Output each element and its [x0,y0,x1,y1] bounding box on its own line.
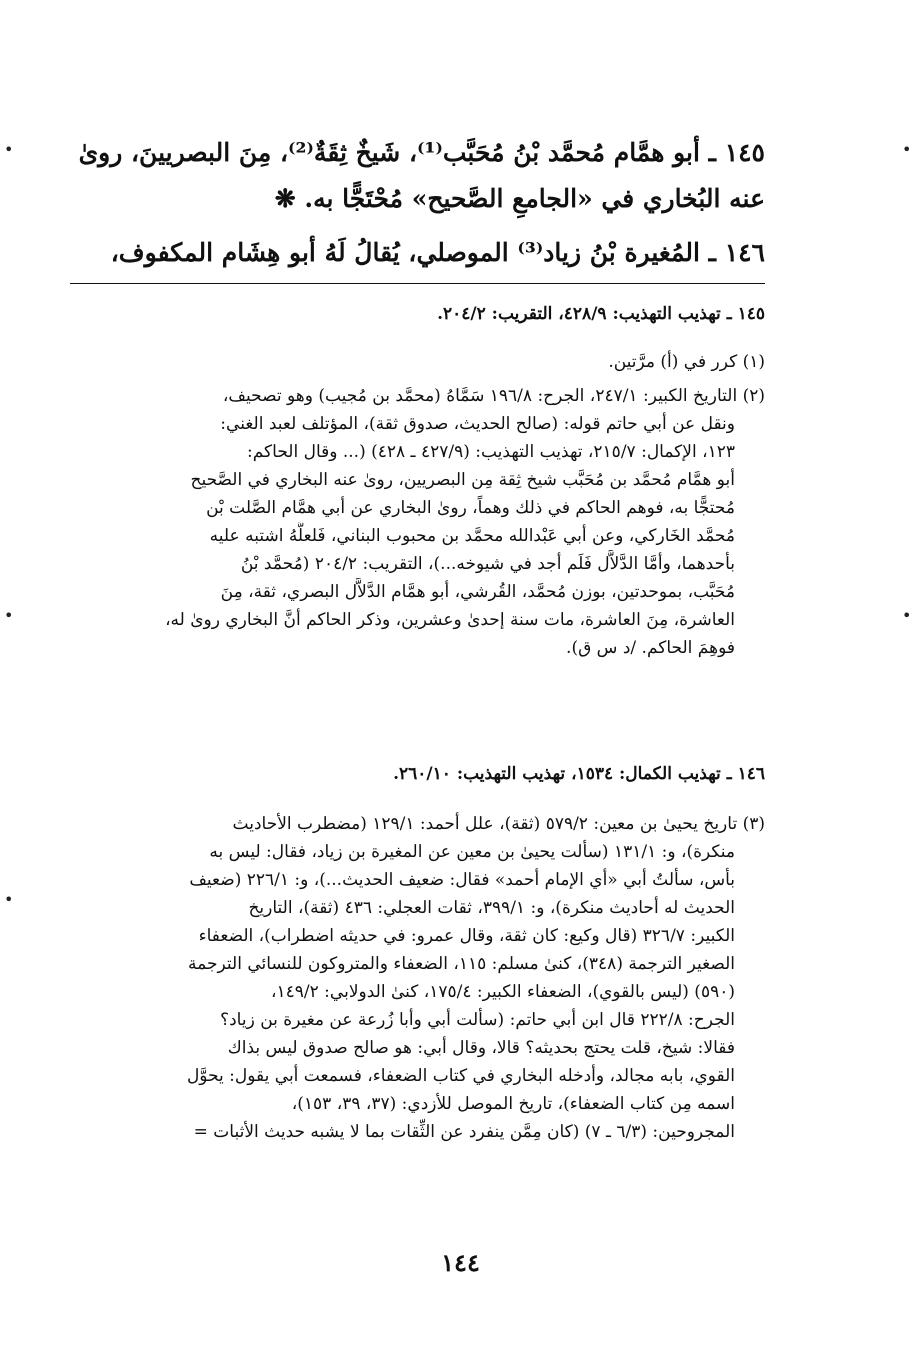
reference-146-text: ١٤٦ ـ تهذيب الكمال: ١٥٣٤، تهذيب التهذيب: ٢٦٠/١٠. [393,764,765,784]
footnote-2-line: (٢) التاريخ الكبير: ٢٤٧/١، الجرح: ١٩٦/٨ سَمَّاهُ (محمَّد بن مُجيب) وهو تصحيف، [222,386,765,406]
footnote-2-line: فوهِمَ الحاكم. /د س ق). [566,638,735,658]
reference-145 [70,300,765,328]
footnote-2-line: مُحتجًّا به، فوهم الحاكم في ذلك وهماً، روىٰ البخاري عن أبي همَّام الصَّلت بْن [206,498,735,518]
footnote-3-line: الجرح: ٢٢٢/٨ قال ابن أبي حاتم: (سألت أبي وأبا زُرعة عن مغيرة بن زياد؟ [220,1010,735,1030]
footnote-3 [70,810,765,1146]
footnote-2-line: مُحَبَّب، بموحدتين، بوزن مُحمَّد، القُرشي، أبو همَّام الدَّلاَّل البصري، ثقة، مِنَ [220,582,735,602]
reference-145-text: ١٤٥ ـ تهذيب التهذيب: ٤٢٨/٩، التقريب: ٢٠٤/٢. [437,304,765,324]
footnote-2 [70,382,765,662]
footnote-3-line: منكرة)، و: ١٣١/١ (سألت يحيىٰ بن معين عن المغيرة بن زياد، فقال: ليس به [209,842,735,862]
entry-145-line: ١٤٥ ـ أبو همَّام مُحمَّد بْنُ مُحَبَّب⁽¹⁾، شَيخٌ ثِقَةٌ⁽²⁾، مِنَ البصريينَ، روىٰ [78,138,765,167]
footnote-separator [70,283,765,284]
footnote-2-line: ١٢٣، الإكمال: ٢١٥/٧، تهذيب التهذيب: (٤٢٧/٩ ـ ٤٢٨) (... وقال الحاكم: [247,442,735,462]
footnote-3-line: الكبير: ٣٢٦/٧ (قال وكيع: كان ثقة، وقال عمرو: في حديثه اضطراب)، الضعفاء [198,926,735,946]
footnote-2-line: بأحدهما، وأمَّا الدَّلاَّل فَلَم أجد في شيوخه...)، التقريب: ٢٠٤/٢ (مُحمَّد بْنُ [240,554,735,574]
margin-dot: • [902,140,912,159]
footnote-3-line: بأس، سألتُ أبي «أي الإمام أحمد» فقال: ضعيف الحديث...)، و: ٢٢٦/١ (ضعيف [189,870,735,890]
footnote-3-line: الصغير الترجمة (٣٤٨)، كنىٰ مسلم: ١١٥، الضعفاء والمتروكون للنسائي الترجمة [188,954,735,974]
margin-dot: • [4,890,14,909]
page-number: ١٤٤ [441,1248,480,1277]
footnote-2-line: مُحمَّد الخَاركي، وعن أبي عَبْدالله محمَّد بن محبوب البناني، فَلعلَّهُ اشتبه عليه [209,526,735,546]
footnote-2-line: ونقل عن أبي حاتم قوله: (صالح الحديث، صدوق ثقة)، المؤتلف لعبد الغني: [220,414,735,434]
footnote-3-line: (٣) تاريخ يحيىٰ بن معين: ٥٧٩/٢ (ثقة)، علل أحمد: ١٢٩/١ (مضطرب الأحاديث [232,814,765,834]
margin-dot: • [4,606,14,625]
reference-146 [70,760,765,788]
footnote-1-text: (١) كرر في (أ) مرَّتين. [608,352,765,372]
margin-dot: • [902,606,912,625]
entry-146 [70,230,765,276]
footnote-3-line: المجروحين: (٦/٣ ـ ٧) (كان مِمَّن ينفرد عن الثِّقات بما لا يشبه حديث الأثبات = [193,1122,735,1142]
footnote-1 [70,348,765,376]
footnote-3-line: اسمه مِن كتاب الضعفاء)، تاريخ الموصل للأزدي: (٣٧، ٣٩، ١٥٣)، [291,1094,735,1114]
footnote-3-line: (٥٩٠) (ليس بالقوي)، الضعفاء الكبير: ١٧٥/٤، كنىٰ الدولابي: ١٤٩/٢، [271,982,735,1002]
footnote-3-line: الحديث له أحاديث منكرة)، و: ٣٩٩/١، ثقات العجلي: ٤٣٦ (ثقة)، التاريخ [248,898,735,918]
footnote-2-line: العاشرة، مِنَ العاشرة، مات سنة إحدىٰ وعشرين، وذكر الحاكم أنَّ البخاري روىٰ له، [165,610,735,630]
footnote-2-line: أبو همَّام مُحمَّد بن مُحَبَّب شيخ ثِقة مِن البصريين، روىٰ عنه البخاري في الصَّحيح [190,470,735,490]
entry-145 [70,130,765,222]
footnote-3-line: القوي، بابه مجالد، وأدخله البخاري في كتاب الضعفاء، فسمعت أبي يقول: يحوَّل [186,1066,735,1086]
entry-145-line: عنه البُخاري في «الجامعِ الصَّحيح» مُحْتَجًّا به. ❋ [274,184,765,213]
margin-dot: • [4,140,14,159]
footnote-3-line: فقالا: شيخ، قلت يحتج بحديثه؟ قالا، وقال أبي: هو صالح صدوق ليس بذاك [227,1038,735,1058]
entry-146-line: ١٤٦ ـ المُغيرة بْنُ زياد⁽³⁾ الموصلي، يُقالُ لَهُ أبو هِشَام المكفوف، [110,238,765,267]
